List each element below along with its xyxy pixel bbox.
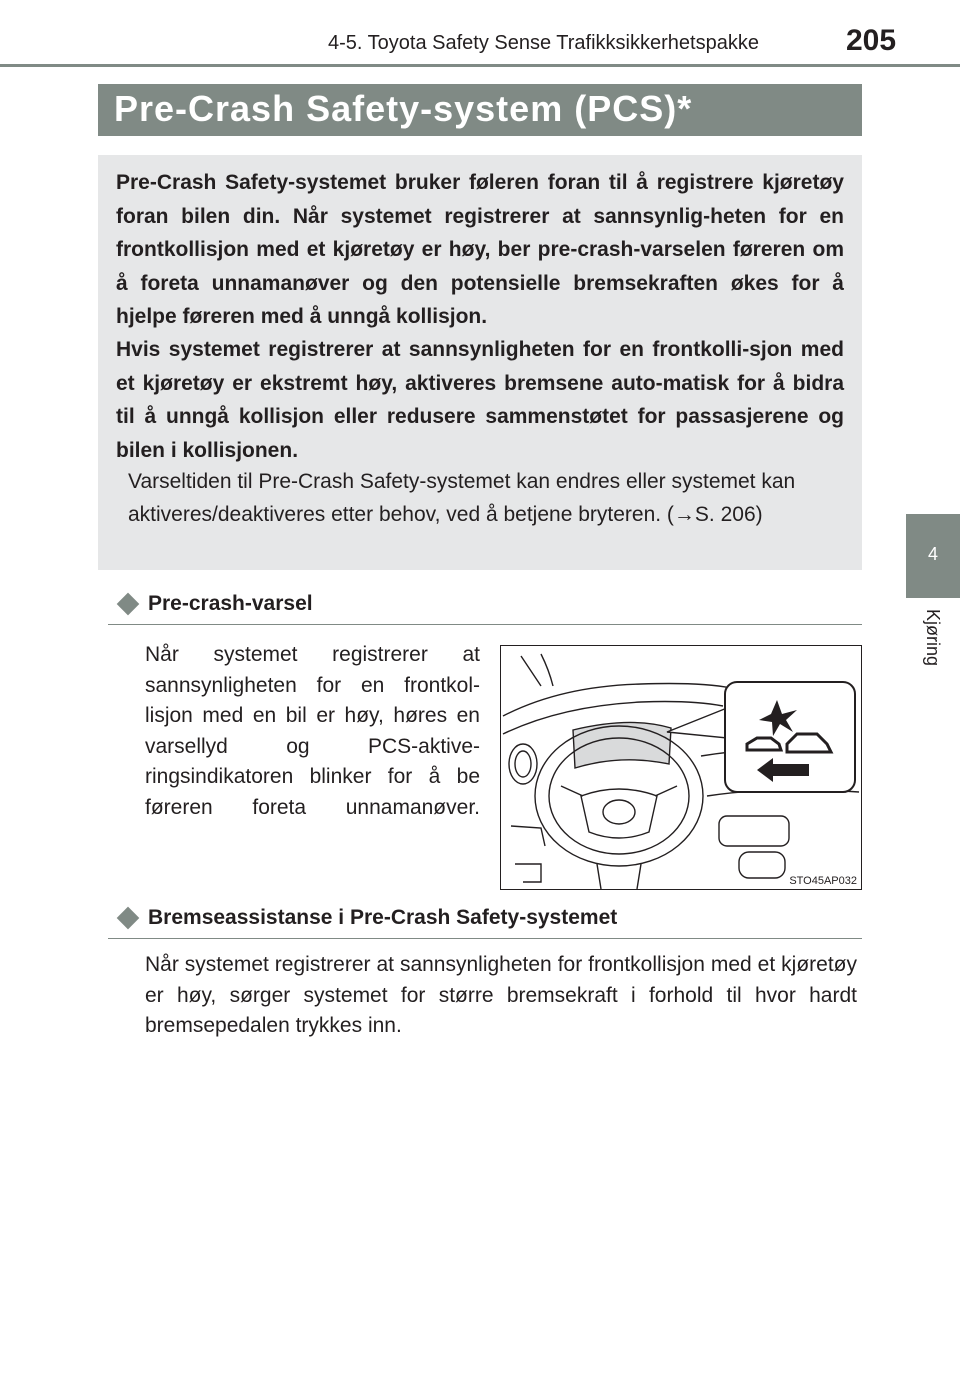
- subsection-body-pre-crash-warning: Når systemet registrerer at sannsynligheten for en frontkol-lisjon med en bil er høy, høres en varsellyd og PCS-aktive-ringsindikatoren blinker for å be føreren foreta unnamanøver.: [145, 643, 480, 819]
- diamond-bullet-icon: [117, 907, 140, 930]
- subsection-heading-text: Pre-crash-varsel: [148, 592, 313, 615]
- dashboard-illustration: [500, 645, 862, 890]
- section-title: Pre-Crash Safety-system (PCS)*: [114, 88, 693, 129]
- running-header-title: 4-5. Toyota Safety Sense Trafikksikkerhetspakke: [328, 32, 759, 54]
- subsection-heading-pre-crash-warning: [116, 592, 313, 616]
- dashboard-drawing: [501, 646, 861, 889]
- chapter-number: 4: [927, 544, 938, 564]
- section-title-bar: [98, 84, 862, 136]
- figure-code: STO45AP032: [789, 875, 857, 887]
- header-divider: [0, 64, 960, 67]
- page-number: 205: [846, 24, 897, 57]
- chapter-label: Kjøring: [923, 609, 943, 667]
- chapter-tab: [906, 514, 960, 598]
- subsection-heading-text: Bremseassistanse i Pre-Crash Safety-systemet: [148, 906, 618, 929]
- subsection-divider: [108, 624, 862, 625]
- intro-paragraph-1: Pre-Crash Safety-systemet bruker føleren foran til å registrere kjøretøy foran bilen din. Når systemet registrerer at sannsynlig-heten for en frontkollisjon med et kjøretøy er høy, ber pre-crash-varselen føreren om å foreta unnamanøver og den potensielle bremsekraften økes for å hjelpe føreren med å unngå kollisjon.: [116, 171, 844, 328]
- subsection-heading-brake-assist: [116, 906, 617, 930]
- intro-note: Varseltiden til Pre-Crash Safety-systemet kan endres eller systemet kan aktiveres/deaktiveres etter behov, ved å betjene bryteren. (→S. 206): [128, 470, 796, 526]
- intro-box: [98, 155, 862, 570]
- subsection-body-brake-assist: Når systemet registrerer at sannsynligheten for frontkollisjon med et kjøretøy er høy, sørger systemet for større bremsekraft i forhold til hvor hardt bremsepedalen trykkes inn.: [145, 953, 857, 1037]
- diamond-bullet-icon: [117, 593, 140, 616]
- intro-paragraph-2: Hvis systemet registrerer at sannsynligheten for en frontkolli-sjon med et kjøretøy er ekstremt høy, aktiveres bremsene auto-matisk for å bidra til å unngå kollisjon eller redusere sammenstøtet for passasjerene og bilen i kollisjonen.: [116, 338, 844, 462]
- chapter-label-box: [914, 605, 954, 675]
- subsection-divider: [108, 938, 862, 939]
